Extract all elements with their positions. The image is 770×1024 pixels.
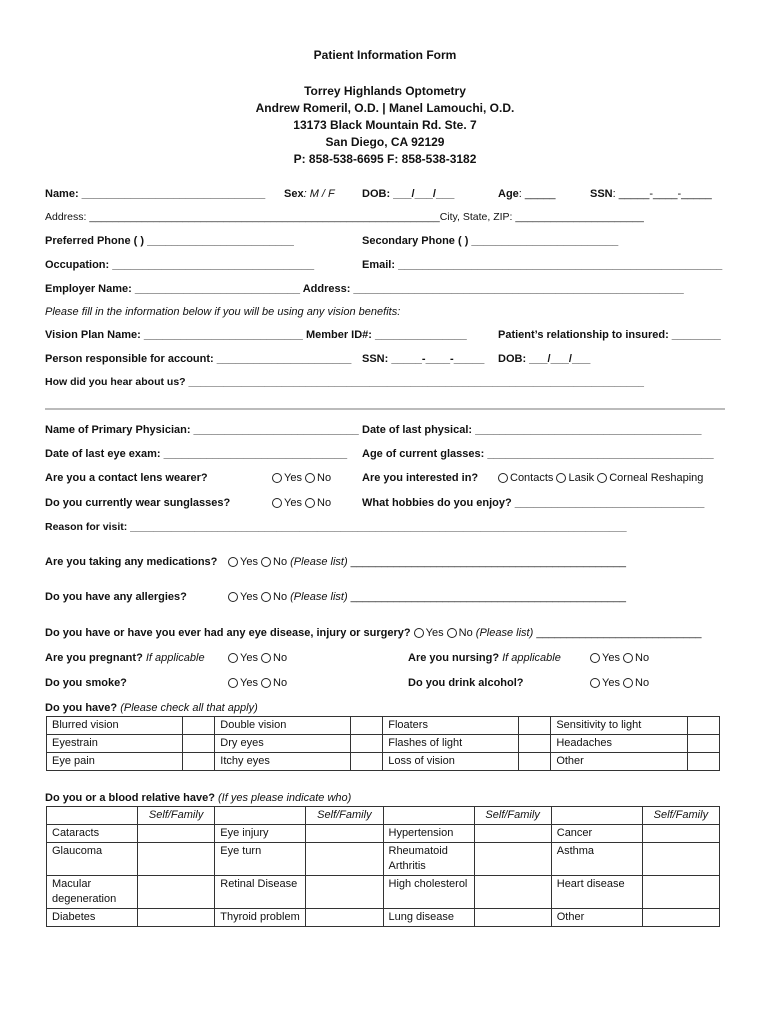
last-physical-field[interactable]: Date of last physical: _____________________________________ (362, 424, 702, 436)
symptom-checkbox[interactable] (519, 735, 551, 753)
glasses-age-field[interactable]: Age of current glasses: _____________________________________ (362, 448, 714, 460)
family-title: Do you or a blood relative have? (45, 792, 215, 804)
alcohol-no-radio[interactable] (623, 678, 633, 688)
sunglasses-yes-radio[interactable] (272, 498, 282, 508)
self-family-entry[interactable] (138, 843, 215, 876)
age-field[interactable] (498, 188, 555, 200)
pregnant-label: Are you pregnant? (45, 652, 143, 664)
contacts-radio[interactable] (498, 473, 508, 483)
sex-value: : M / F (303, 188, 335, 200)
city-address: San Diego, CA 92129 (325, 135, 445, 149)
symptoms-note: (Please check all that apply) (120, 702, 258, 714)
table-row (47, 843, 720, 876)
alcohol-options (590, 677, 649, 689)
phone-fax: P: 858-538-6695 F: 858-538-3182 (293, 152, 477, 166)
self-family-entry[interactable] (306, 876, 383, 909)
hobbies-field[interactable]: What hobbies do you enjoy? _______________________________ (362, 497, 705, 509)
allergies-no-radio[interactable] (261, 592, 271, 602)
self-family-entry[interactable] (474, 909, 551, 927)
employer-field[interactable]: Employer Name: ___________________________ Address: ______________________________________________________ (45, 283, 684, 295)
self-family-entry[interactable] (138, 825, 215, 843)
no-label: No (273, 677, 288, 689)
condition-header-blank (47, 807, 138, 825)
sunglasses-options (272, 497, 331, 509)
symptom-label: Itchy eyes (215, 753, 351, 771)
self-family-header: Self/Family (642, 807, 719, 825)
nursing-label: Are you nursing? (408, 652, 500, 664)
self-family-header: Self/Family (306, 807, 383, 825)
symptoms-title: Do you have? (45, 702, 118, 714)
table-row (47, 825, 720, 843)
symptom-label: Sensitivity to light (551, 717, 687, 735)
smoke-question: Do you smoke? (45, 677, 127, 689)
no-label: No (273, 556, 288, 568)
please-list-label: (Please list) (290, 591, 348, 603)
symptom-checkbox[interactable] (519, 753, 551, 771)
table-row (47, 735, 720, 753)
pregnant-yes-radio[interactable] (228, 653, 238, 663)
form-title: Patient Information Form (313, 48, 457, 62)
eye-disease-question: Do you have or have you ever had any eye disease, injury or surgery? (45, 627, 411, 639)
referral-field[interactable]: How did you hear about us? ______________________________________________________________________________ (45, 376, 644, 388)
no-label: No (458, 627, 473, 639)
symptom-label: Blurred vision (47, 717, 183, 735)
no-label: No (635, 677, 650, 689)
symptom-checkbox[interactable] (351, 717, 383, 735)
vision-plan-field[interactable]: Vision Plan Name: __________________________ Member ID#: _______________ (45, 329, 467, 341)
yes-label: Yes (425, 627, 444, 639)
contact-yes-radio[interactable] (272, 473, 282, 483)
ssn-value: : _____-____-_____ (612, 188, 712, 200)
street-address: 13173 Black Mountain Rd. Ste. 7 (293, 118, 477, 132)
self-family-entry[interactable] (474, 825, 551, 843)
yes-label: Yes (284, 472, 302, 484)
table-row (47, 909, 720, 927)
table-header-row (47, 807, 720, 825)
please-list-label: (Please list) (290, 556, 348, 568)
contact-lens-options (272, 472, 331, 484)
symptom-label: Eyestrain (47, 735, 183, 753)
symptoms-heading (45, 702, 258, 714)
no-label: No (635, 652, 650, 664)
name-field[interactable]: Name: ______________________________ (45, 188, 266, 200)
symptom-checkbox[interactable] (687, 735, 719, 753)
yes-label: Yes (240, 556, 258, 568)
contact-no-radio[interactable] (305, 473, 315, 483)
no-label: No (273, 652, 288, 664)
condition-header-blank (551, 807, 642, 825)
doctors: Andrew Romeril, O.D. | Manel Lamouchi, O.D. (255, 101, 515, 115)
medications-no-radio[interactable] (261, 557, 271, 567)
condition-label: Thyroid problem (215, 909, 306, 927)
symptom-label: Dry eyes (215, 735, 351, 753)
condition-label: Rheumatoid Arthritis (383, 843, 474, 876)
symptom-label: Double vision (215, 717, 351, 735)
lasik-label: Lasik (568, 472, 595, 484)
smoke-yes-radio[interactable] (228, 678, 238, 688)
no-label: No (317, 472, 332, 484)
contacts-label: Contacts (510, 472, 554, 484)
allergies-list-field[interactable]: _____________________________________________ (350, 591, 626, 603)
condition-label: Glaucoma (47, 843, 138, 876)
self-family-header: Self/Family (474, 807, 551, 825)
self-family-header: Self/Family (138, 807, 215, 825)
self-family-entry[interactable] (642, 825, 719, 843)
condition-label: Lung disease (383, 909, 474, 927)
medications-yes-radio[interactable] (228, 557, 238, 567)
symptom-checkbox[interactable] (183, 735, 215, 753)
smoke-no-radio[interactable] (261, 678, 271, 688)
condition-label: High cholesterol (383, 876, 474, 909)
alcohol-yes-radio[interactable] (590, 678, 600, 688)
self-family-entry[interactable] (138, 909, 215, 927)
eye-disease-no-radio[interactable] (447, 628, 457, 638)
yes-label: Yes (240, 652, 258, 664)
lasik-radio[interactable] (556, 473, 566, 483)
responsible-dob-field[interactable]: DOB: ___/___/___ (498, 353, 591, 365)
smoke-options (228, 677, 287, 689)
yes-label: Yes (240, 591, 258, 603)
condition-label: Cataracts (47, 825, 138, 843)
table-row (47, 717, 720, 735)
self-family-entry[interactable] (474, 843, 551, 876)
sex-label: Sex (284, 188, 304, 200)
symptom-checkbox[interactable] (183, 717, 215, 735)
medications-options (228, 556, 626, 568)
eye-disease-yes-radio[interactable] (414, 628, 424, 638)
family-note: (If yes please indicate who) (218, 792, 352, 804)
condition-header-blank (215, 807, 306, 825)
sunglasses-question: Do you currently wear sunglasses? (45, 497, 231, 509)
condition-label: Retinal Disease (215, 876, 306, 909)
contact-lens-question: Are you a contact lens wearer? (45, 472, 208, 484)
condition-label: Heart disease (551, 876, 642, 909)
yes-label: Yes (284, 497, 302, 509)
yes-label: Yes (602, 677, 620, 689)
no-label: No (273, 591, 288, 603)
ssn-field[interactable] (590, 188, 712, 200)
interested-options (498, 472, 703, 484)
dob-field[interactable]: DOB: ___/___/___ (362, 188, 455, 200)
symptoms-table (46, 716, 720, 771)
reason-for-visit-field[interactable]: Reason for visit: _____________________________________________________________________________________ (45, 521, 627, 533)
condition-label: Macular degeneration (47, 876, 138, 909)
condition-label: Hypertension (383, 825, 474, 843)
applicable-note: If applicable (145, 652, 205, 664)
symptom-checkbox[interactable] (687, 717, 719, 735)
nursing-no-radio[interactable] (623, 653, 633, 663)
condition-label: Other (551, 909, 642, 927)
pregnant-options (228, 652, 287, 664)
condition-label: Cancer (551, 825, 642, 843)
self-family-entry[interactable] (642, 909, 719, 927)
medications-question: Are you taking any medications? (45, 556, 218, 568)
occupation-field[interactable]: Occupation: _________________________________ (45, 259, 315, 271)
symptom-checkbox[interactable] (519, 717, 551, 735)
age-value: : _____ (518, 188, 556, 200)
self-family-entry[interactable] (306, 825, 383, 843)
preferred-phone-field[interactable]: Preferred Phone ( ) ________________________ (45, 235, 294, 247)
condition-header-blank (383, 807, 474, 825)
benefits-note: Please fill in the information below if you will be using any vision benefits: (45, 306, 401, 318)
self-family-entry[interactable] (642, 876, 719, 909)
no-label: No (317, 497, 332, 509)
corneal-reshaping-label: Corneal Reshaping (609, 472, 704, 484)
symptom-checkbox[interactable] (351, 753, 383, 771)
pregnant-no-radio[interactable] (261, 653, 271, 663)
primary-physician-field[interactable]: Name of Primary Physician: ___________________________ (45, 424, 359, 436)
symptom-checkbox[interactable] (351, 735, 383, 753)
self-family-entry[interactable] (642, 843, 719, 876)
condition-label: Eye injury (215, 825, 306, 843)
nursing-options (590, 652, 649, 664)
secondary-phone-field[interactable]: Secondary Phone ( ) ________________________ (362, 235, 619, 247)
symptom-checkbox[interactable] (183, 753, 215, 771)
yes-label: Yes (602, 652, 620, 664)
section-divider (45, 408, 725, 410)
symptom-checkbox[interactable] (687, 753, 719, 771)
practice-name: Torrey Highlands Optometry (304, 84, 466, 98)
allergies-options (228, 591, 626, 603)
family-heading (45, 792, 351, 804)
relationship-field[interactable]: Patient’s relationship to insured: ________ (498, 329, 721, 341)
corneal-reshaping-radio[interactable] (597, 473, 607, 483)
table-row (47, 876, 720, 909)
eye-disease-list-field[interactable]: ___________________________ (536, 627, 702, 639)
responsible-ssn-field[interactable]: SSN: _____-____-_____ (362, 353, 485, 365)
condition-label: Asthma (551, 843, 642, 876)
symptom-label: Flashes of light (383, 735, 519, 753)
table-row (47, 753, 720, 771)
symptom-label: Eye pain (47, 753, 183, 771)
email-field[interactable]: Email: _____________________________________________________ (362, 259, 723, 271)
interested-question: Are you interested in? (362, 472, 479, 484)
responsible-person-field[interactable]: Person responsible for account: ______________________ (45, 353, 352, 365)
condition-label: Diabetes (47, 909, 138, 927)
family-history-table (46, 806, 720, 927)
sunglasses-no-radio[interactable] (305, 498, 315, 508)
self-family-entry[interactable] (474, 876, 551, 909)
self-family-entry[interactable] (306, 909, 383, 927)
pregnant-question (45, 652, 205, 664)
medications-list-field[interactable]: _____________________________________________ (350, 556, 626, 568)
applicable-note: If applicable (502, 652, 561, 664)
eye-disease-row (45, 627, 702, 639)
nursing-yes-radio[interactable] (590, 653, 600, 663)
yes-label: Yes (240, 677, 258, 689)
last-eye-exam-field[interactable]: Date of last eye exam: ______________________________ (45, 448, 348, 460)
age-label: Age (498, 188, 519, 200)
alcohol-question: Do you drink alcohol? (408, 677, 524, 689)
condition-label: Eye turn (215, 843, 306, 876)
nursing-question (408, 652, 561, 664)
allergies-yes-radio[interactable] (228, 592, 238, 602)
address-field[interactable]: Address: ____________________________________________________________City, State, ZIP: ______________________ (45, 211, 644, 223)
self-family-entry[interactable] (138, 876, 215, 909)
symptom-label: Headaches (551, 735, 687, 753)
sex-field[interactable] (284, 188, 335, 200)
symptom-label: Loss of vision (383, 753, 519, 771)
symptom-label: Floaters (383, 717, 519, 735)
symptom-label: Other (551, 753, 687, 771)
self-family-entry[interactable] (306, 843, 383, 876)
please-list-label: (Please list) (475, 627, 534, 639)
ssn-label: SSN (590, 188, 613, 200)
allergies-question: Do you have any allergies? (45, 591, 187, 603)
